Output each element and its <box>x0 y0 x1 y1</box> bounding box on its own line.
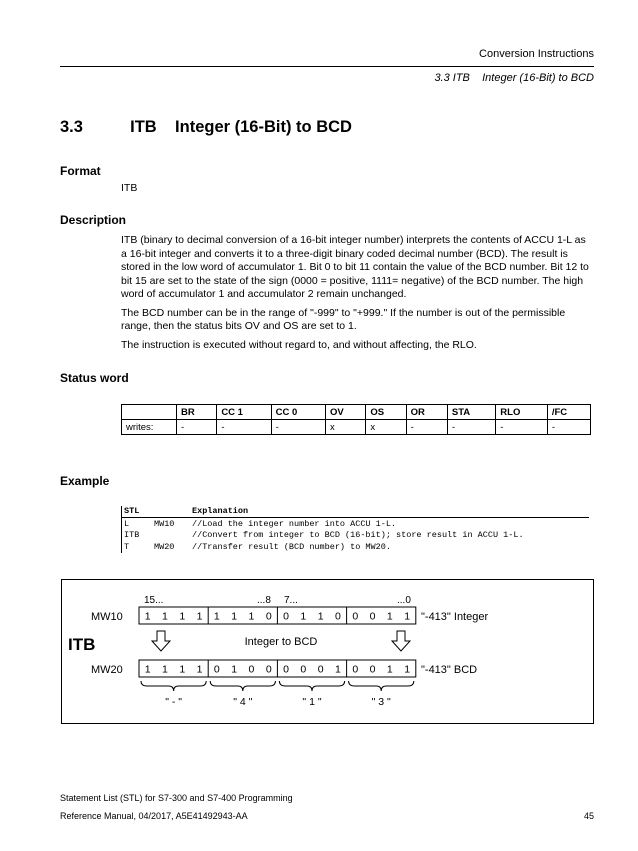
mw10-bit: 0 <box>352 610 359 623</box>
status-cell: - <box>547 420 590 435</box>
mw20-bit: 1 <box>335 663 341 676</box>
mw20-bit-row <box>139 660 416 677</box>
section-number: 3.3 <box>60 118 83 136</box>
status-col-header: OS <box>366 405 406 420</box>
nibble-brace <box>210 681 275 691</box>
code-op: L <box>124 519 130 530</box>
mw20-bit: 1 <box>386 663 393 676</box>
mw20-bit: 0 <box>248 663 255 676</box>
status-header-row <box>122 405 591 420</box>
bit7-label: 7... <box>284 595 298 606</box>
mw10-bit: 1 <box>231 610 238 623</box>
code-line <box>121 519 589 530</box>
mw20-bit: 1 <box>196 663 203 676</box>
mw20-bit: 1 <box>231 663 238 676</box>
stl-column-header: STL <box>124 506 140 516</box>
header-rule <box>60 66 594 67</box>
description-heading: Description <box>60 213 127 227</box>
down-arrow-icon <box>152 631 170 651</box>
itb-big-label: ITB <box>68 635 96 654</box>
section-title-text: ITB Integer (16-Bit) to BCD <box>130 118 352 136</box>
code-comment: //Convert from integer to BCD (16-bit); store result in ACCU 1-L. <box>192 530 524 541</box>
status-word-heading: Status word <box>60 371 129 385</box>
status-col-header: OR <box>406 405 447 420</box>
bit8-label: ...8 <box>257 595 271 606</box>
running-header-section: 3.3 ITB Integer (16-Bit) to BCD <box>434 72 594 84</box>
nibble-braces <box>141 681 414 691</box>
code-comment: //Transfer result (BCD number) to MW20. <box>192 541 391 552</box>
description-body <box>121 234 591 357</box>
mw10-bit: 1 <box>144 610 151 623</box>
mw20-bit: 0 <box>352 663 359 676</box>
itb-conversion-diagram <box>61 579 594 724</box>
mw10-bit: 0 <box>369 610 376 623</box>
description-paragraph: ITB (binary to decimal conversion of a 16-bit integer number) interprets the contents of ACCU 1-L as a 16-bit integer and converts it to a three-digit binary coded decimal number (BCD). The result is stored in the low word of accumulator 1. Bit 0 to bit 11 contain the value of the BCD number. Bit 12 to bit 15 are set to the state of the sign (0000 = positive, 1111= negative) of the BCD number. The high word of accumulator 1 and accumulator 2 remain unchanged. <box>121 234 589 300</box>
mw20-bit: 0 <box>213 663 220 676</box>
status-col-header: BR <box>177 405 217 420</box>
format-text: ITB <box>121 182 138 194</box>
bcd-digit-label: " 3 " <box>371 696 391 708</box>
running-header-chapter: Conversion Instructions <box>479 48 594 60</box>
mw10-bit: 0 <box>335 610 341 623</box>
mw10-bit: 1 <box>196 610 203 623</box>
status-cell: x <box>326 420 366 435</box>
mw10-bit: 0 <box>283 610 289 623</box>
example-heading: Example <box>60 474 110 488</box>
nibble-brace <box>279 681 344 691</box>
mw10-bit-row <box>139 607 416 624</box>
status-col-header: STA <box>447 405 495 420</box>
mw10-bit: 0 <box>265 610 272 623</box>
bcd-digit-labels <box>165 696 391 708</box>
mw20-bit: 1 <box>179 663 186 676</box>
status-col-header: CC 1 <box>217 405 271 420</box>
mw20-bit: 0 <box>369 663 376 676</box>
mw20-bit: 1 <box>144 663 151 676</box>
code-line <box>121 530 589 541</box>
format-heading: Format <box>60 164 101 178</box>
description-paragraph: The instruction is executed without regard to, and without affecting, the RLO. <box>121 338 477 351</box>
conversion-label: Integer to BCD <box>244 636 318 648</box>
status-cell: - <box>271 420 325 435</box>
explanation-column-header: Explanation <box>192 506 249 516</box>
code-operand: MW20 <box>154 541 175 552</box>
status-cell: writes: <box>122 420 177 435</box>
status-cell: - <box>496 420 548 435</box>
mw20-value: "-413" BCD <box>421 664 478 676</box>
code-comment: //Load the integer number into ACCU 1-L. <box>192 519 397 530</box>
page-number: 45 <box>583 811 594 821</box>
mw20-bit: 0 <box>283 663 289 676</box>
mw20-bit: 0 <box>300 663 307 676</box>
mw10-bit: 1 <box>386 610 393 623</box>
code-op: ITB <box>124 530 140 541</box>
code-operand: MW10 <box>154 519 175 530</box>
mw10-label: MW10 <box>91 611 123 623</box>
mw10-bit: 1 <box>300 610 307 623</box>
mw10-value: "-413" Integer <box>421 611 489 623</box>
description-paragraph: The BCD number can be in the range of "-999" to "+999." If the number is out of the permissible range, then the status bits OV and OS are set to 1. <box>121 306 566 332</box>
mw20-label: MW20 <box>91 664 123 676</box>
bcd-digit-label: " 4 " <box>233 696 253 708</box>
mw10-bit: 1 <box>404 610 411 623</box>
section-title <box>60 118 352 137</box>
mw10-bit: 1 <box>179 610 186 623</box>
status-cell: - <box>406 420 447 435</box>
code-op: T <box>124 541 130 552</box>
bit15-label: 15... <box>144 595 164 606</box>
mw20-bit: 1 <box>162 663 168 676</box>
status-cell: - <box>447 420 495 435</box>
footer-manual-title: Statement List (STL) for S7-300 and S7-400 Programming <box>60 793 293 803</box>
mw10-bit: 1 <box>317 610 324 623</box>
status-col-header: CC 0 <box>271 405 325 420</box>
bcd-digit-label: " 1 " <box>302 696 322 708</box>
status-writes-row <box>122 420 591 435</box>
status-cell: - <box>217 420 271 435</box>
code-left-border <box>121 506 122 553</box>
status-word-table <box>121 404 591 435</box>
mw20-bit: 0 <box>265 663 272 676</box>
status-cell: x <box>366 420 406 435</box>
nibble-brace <box>349 681 414 691</box>
code-header-row <box>121 506 589 518</box>
code-operand <box>154 530 192 541</box>
mw10-bit: 1 <box>162 610 168 623</box>
mw10-bit: 1 <box>248 610 255 623</box>
bit0-label: ...0 <box>397 595 411 606</box>
bcd-digit-label: " - " <box>165 696 182 708</box>
status-col-header: OV <box>326 405 366 420</box>
mw20-bit: 0 <box>317 663 324 676</box>
status-cell: - <box>177 420 217 435</box>
status-col-header: RLO <box>496 405 548 420</box>
nibble-brace <box>141 681 206 691</box>
status-col-header <box>122 405 177 420</box>
down-arrow-icon <box>392 631 410 651</box>
diagram-canvas <box>62 580 593 723</box>
mw20-bit: 1 <box>404 663 411 676</box>
code-line <box>121 542 589 553</box>
status-col-header: /FC <box>547 405 590 420</box>
stl-code-block <box>121 506 589 553</box>
footer-manual-edition: Reference Manual, 04/2017, A5E41492943-AA <box>60 811 248 821</box>
mw10-bit: 1 <box>213 610 220 623</box>
